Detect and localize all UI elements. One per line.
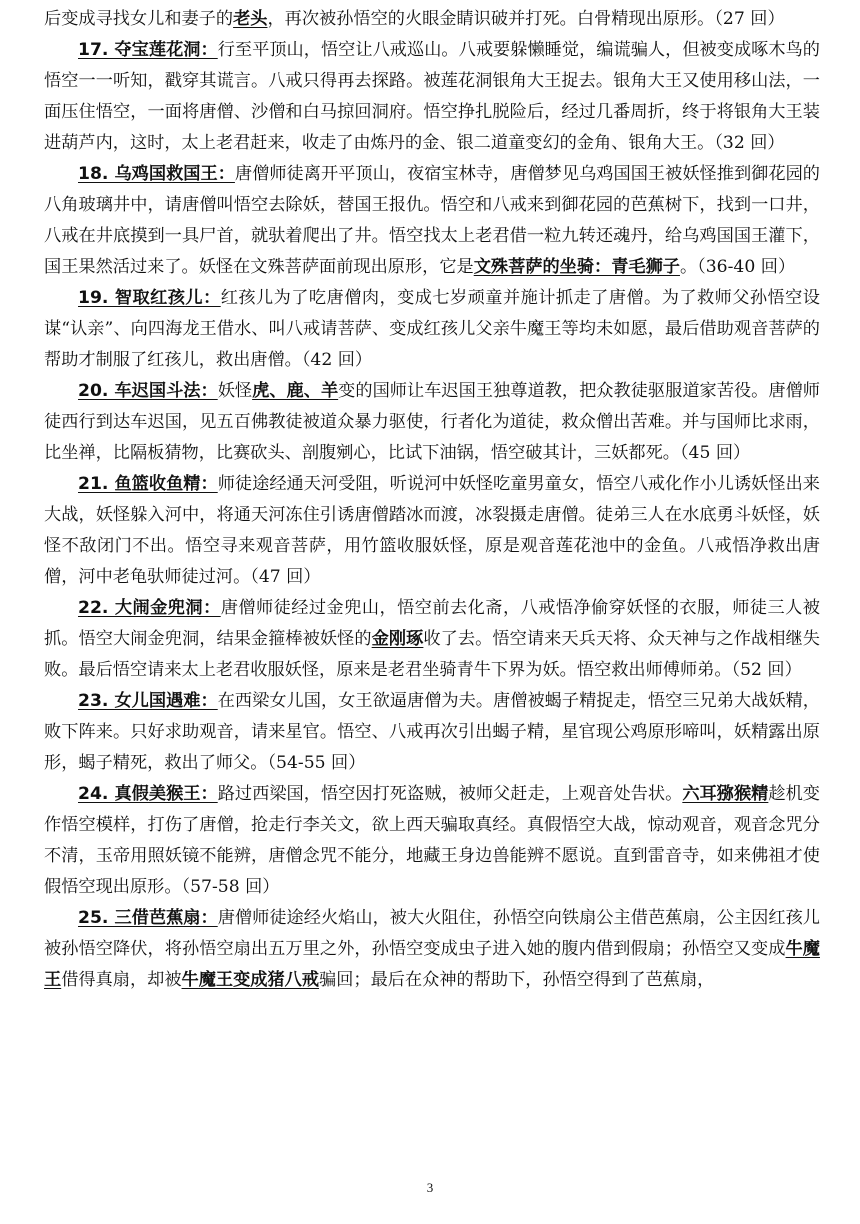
paragraph-text: 师徒途经通天河受阻，听说河中妖怪吃童男童女，悟空八戒化作小儿诱妖怪出来大战，妖怪躲入河中，将通天河冻住引诱唐僧踏冰而渡，冰裂摄走唐僧。徒弟三人在水底勇斗妖怪，妖怪不敌闭门不出。悟空寻来观音菩萨，用竹篮收服妖怪，原是观音莲花池中的金鱼。八戒悟净救出唐僧，河中老龟驮师徒过河。（47 回） <box>44 474 820 587</box>
story-paragraph <box>44 35 820 159</box>
paragraph-text: 行至平顶山，悟空让八戒巡山。八戒要躲懒睡觉，编谎骗人，但被变成啄木鸟的悟空一一听知，戳穿其谎言。八戒只得再去探路。被莲花洞银角大王捉去。银角大王又使用移山法，一面压住悟空，一面将唐僧、沙僧和白马掠回洞府。悟空挣扎脱险后，经过几番周折，终于将银角大王装进葫芦内，这时，太上老君赶来，收走了由炼丹的金、银二道童变幻的金角、银角大王。（32 回） <box>44 40 820 153</box>
paragraph-text: 后变成寻找女儿和妻子的 <box>44 9 234 29</box>
paragraph-text: 在西梁女儿国，女王欲逼唐僧为夫。唐僧被蝎子精捉走，悟空三兄弟大战妖精，败下阵来。只好求助观音，请来星官。悟空、八戒再次引出蝎子精，星官现公鸡原形啼叫，妖精露出原形，蝎子精死，救出了师父。（54-55 回） <box>44 691 820 773</box>
key-term: 金刚琢 <box>371 629 424 649</box>
key-term: 老头 <box>233 9 268 29</box>
paragraph-text: 收了去。悟空请来天兵天将、众天神与之作战相继失败。最后悟空请来太上老君收服妖怪，原来是老君坐骑青牛下界为妖。悟空救出师傅师弟。（52 回） <box>44 629 820 680</box>
key-term: 六耳猕猴精 <box>682 784 769 804</box>
paragraph-text: 唐僧师徒离开平顶山，夜宿宝林寺，唐僧梦见乌鸡国国王被妖怪推到御花园的八角玻璃井中，请唐僧叫悟空去除妖，替国王报仇。悟空和八戒来到御花园的芭蕉树下，找到一口井，八戒在井底摸到一具尸首，就驮着爬出了井。悟空找太上老君借一粒九转还魂丹，给乌鸡国国王灌下，国王果然活过来了。妖怪在文殊菩萨面前现出原形，它是 <box>44 164 820 277</box>
story-title: 20. 车迟国斗法： <box>78 381 218 401</box>
key-term: 虎、鹿、羊 <box>252 381 339 401</box>
key-term: 牛魔王 <box>44 939 820 990</box>
paragraph-text: 。（36-40 回） <box>679 257 796 277</box>
paragraph-text: 唐僧师徒经过金兜山，悟空前去化斋，八戒悟净偷穿妖怪的衣服，师徒三人被抓。悟空大闹金兜洞，结果金箍棒被妖怪的 <box>44 598 820 649</box>
paragraph-text: 借得真扇，却被 <box>61 970 182 990</box>
paragraph-text: 红孩儿为了吃唐僧肉，变成七岁顽童并施计抓走了唐僧。为了救师父孙悟空设谋“认亲”、向四海龙王借水、叫八戒请菩萨、变成红孩儿父亲牛魔王等均未如愿，最后借助观音菩萨的帮助才制服了红孩儿，救出唐僧。（42 回） <box>44 288 820 370</box>
paragraph-text: ，再次被孙悟空的火眼金睛识破并打死。白骨精现出原形。（27 回） <box>267 9 785 29</box>
story-title: 17. 夺宝莲花洞： <box>78 40 218 60</box>
story-paragraph <box>44 159 820 283</box>
page-number: 3 <box>426 1180 434 1195</box>
paragraph-text: 妖怪 <box>217 381 253 401</box>
story-title: 25. 三借芭蕉扇： <box>78 908 218 928</box>
story-title: 18. 乌鸡国救国王： <box>78 164 235 184</box>
story-title: 24. 真假美猴王： <box>78 784 218 804</box>
story-title: 22. 大闹金兜洞： <box>78 598 221 618</box>
paragraph-text: 骗回；最后在众神的帮助下，孙悟空得到了芭蕉扇， <box>319 970 715 990</box>
paragraph-text: 唐僧师徒途经火焰山，被大火阻住，孙悟空向铁扇公主借芭蕉扇，公主因红孩儿被孙悟空降伏，将孙悟空扇出五万里之外，孙悟空变成虫子进入她的腹内借到假扇；孙悟空又变成 <box>44 908 820 959</box>
paragraph-text: 路过西梁国，悟空因打死盗贼，被师父赶走，上观音处告状。 <box>217 784 683 804</box>
paragraph-text: 变的国师让车迟国王独尊道教，把众教徒驱服道家苦役。唐僧师徒西行到达车迟国，见五百佛教徒被道众暴力驱使，行者化为道徒，救众僧出苦难。并与国师比求雨，比坐禅，比隔板猜物，比赛砍头、剖腹剜心，比试下油锅，悟空破其计，三妖都死。（45 回） <box>44 381 820 463</box>
key-term: 文殊菩萨的坐骑：青毛狮子 <box>473 257 680 277</box>
story-title: 23. 女儿国遇难： <box>78 691 218 711</box>
story-paragraph <box>44 903 820 996</box>
story-paragraph <box>44 686 820 779</box>
story-paragraph <box>44 4 820 35</box>
story-paragraph <box>44 283 820 376</box>
key-term: 牛魔王变成猪八戒 <box>181 970 320 990</box>
story-paragraph <box>44 779 820 903</box>
story-paragraph <box>44 593 820 686</box>
story-paragraph <box>44 469 820 593</box>
story-paragraph <box>44 376 820 469</box>
document-body <box>44 4 820 996</box>
paragraph-text: 趁机变作悟空模样，打伤了唐僧，抢走行李关文，欲上西天骗取真经。真假悟空大战，惊动观音，观音念咒分不清，玉帝用照妖镜不能辨，唐僧念咒不能分，地藏王身边兽能辨不愿说。直到雷音寺，如来佛祖才使假悟空现出原形。（57-58 回） <box>44 784 820 897</box>
story-title: 19. 智取红孩儿： <box>78 288 221 308</box>
story-title: 21. 鱼篮收鱼精： <box>78 474 218 494</box>
